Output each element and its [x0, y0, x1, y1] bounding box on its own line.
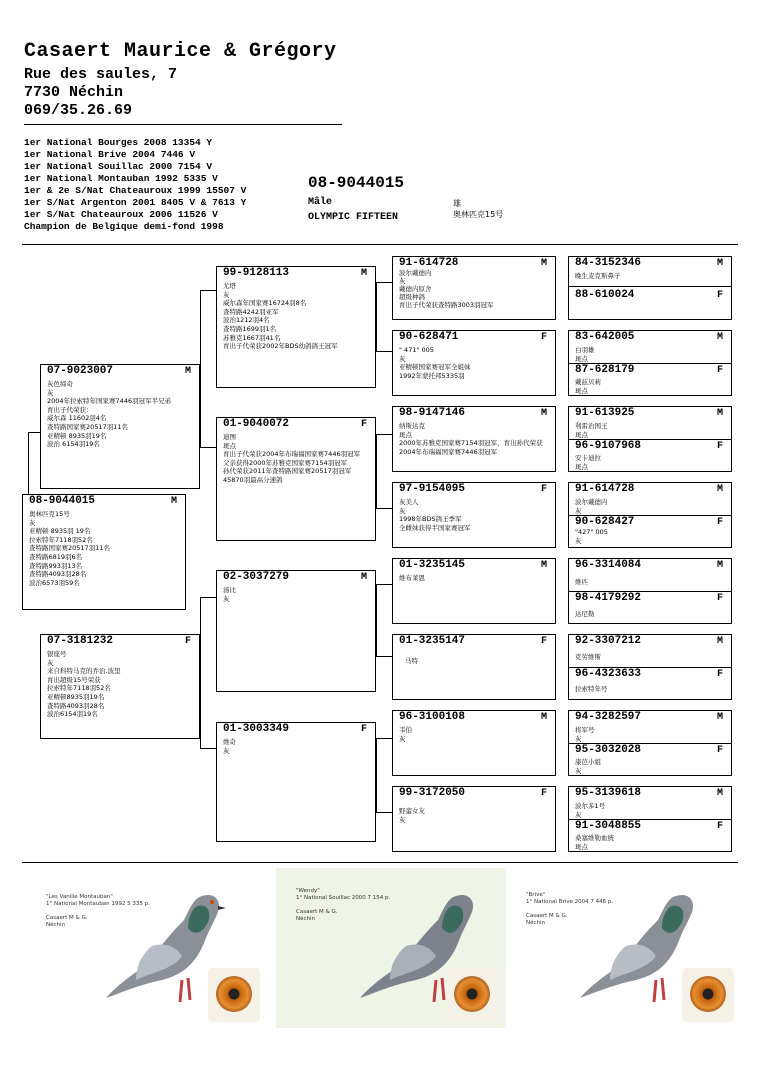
pedigree-dam-box: [40, 634, 200, 739]
pedigree-gen5-pair-box: [568, 330, 732, 396]
pedigree-sire-dam-box: [216, 417, 376, 541]
sex-marker: F: [716, 441, 723, 452]
ring-number: 01-3235147: [399, 635, 466, 647]
bird-info: 维奇 灰: [223, 738, 236, 755]
ring-number: 91-613925: [575, 407, 635, 419]
connector: [376, 584, 392, 657]
achievement-line: 1er S/Nat Chateauroux 2006 11526 V: [24, 209, 218, 220]
bird-info: 白羽雄 斑点: [575, 346, 595, 363]
subject-ring-number: 08-9044015: [308, 174, 405, 192]
sex-marker: M: [716, 408, 723, 419]
eye-image: [446, 968, 498, 1022]
sex-marker: F: [716, 745, 723, 756]
bird-info: 野蛮女友 灰: [399, 807, 425, 824]
ring-number: 94-3282597: [575, 711, 642, 723]
ring-number: 96-3100108: [399, 711, 466, 723]
pedigree-dam-sire-box: [216, 570, 376, 692]
pigeon-photo-card: [276, 868, 506, 1028]
bird-info: 维布莱恩: [399, 574, 425, 582]
sex-marker: M: [540, 712, 547, 723]
pedigree-gen4-box: [392, 786, 556, 852]
ring-number: 95-3032028: [575, 744, 642, 756]
sex-marker: M: [170, 496, 177, 507]
sex-marker: F: [716, 821, 723, 832]
ring-number: 87-628179: [575, 364, 635, 376]
ring-number: 96-9107968: [575, 440, 642, 452]
bird-info: 戴兹贝莉 斑点: [575, 378, 601, 395]
ring-number: 99-9128113: [223, 267, 290, 279]
bird-info: " 471" 005 灰 亚精顿国家赛冠军全姐妹 1992年蒙托邦5335羽: [399, 346, 471, 380]
subject-name: OLYMPIC FIFTEEN: [308, 212, 399, 223]
ring-number: 98-9147146: [399, 407, 466, 419]
bird-info: 晚生麦克斯鼻子: [575, 272, 621, 280]
bird-info: 波尔戴德内 灰: [575, 498, 608, 515]
pedigree-gen4-box: [392, 634, 556, 700]
ring-number: 99-3172050: [399, 787, 466, 799]
ring-number: 01-9040072: [223, 418, 290, 430]
bird-info: 迪图 斑点 育出子代荣获2004年布瑞福国家赛7446羽冠军 父亲获得2000年苏雅克国家赛7154羽冠军 孙代荣获2011年查特路国家赛20517羽冠军 45870羽最高分速鸽: [223, 433, 361, 484]
ring-number: 88-610024: [575, 289, 635, 301]
achievement-line: 1er National Montauban 1992 5335 V: [24, 173, 218, 184]
sex-marker: F: [540, 332, 547, 343]
pedigree-gen5-pair-box: [568, 710, 732, 776]
sex-marker: F: [540, 636, 547, 647]
pair-separator: [569, 286, 731, 287]
ring-number: 91-614728: [575, 483, 635, 495]
connector: [200, 597, 216, 749]
breeder-phone: 069/35.26.69: [24, 102, 133, 119]
eye-image: [682, 968, 734, 1022]
achievement-line: 1er National Brive 2004 7446 V: [24, 149, 196, 160]
pedigree-subject-box: [22, 494, 186, 610]
breeder-street: Rue des saules, 7: [24, 66, 178, 83]
bird-info: 桑塞维勒血统 斑点: [575, 834, 614, 851]
photo-caption: "Brive" 1° National Brive 2004 7 446 p. Casaert M & G. Néchin: [526, 892, 614, 926]
sex-marker: M: [716, 636, 723, 647]
sex-marker: M: [540, 408, 547, 419]
sex-marker: F: [716, 365, 723, 376]
achievement-line: Champion de Belgique demi-fond 1998: [24, 221, 224, 232]
pedigree-gen4-box: [392, 330, 556, 396]
bird-info: 达尼勒: [575, 610, 595, 618]
bird-info: 维匹: [575, 578, 588, 586]
bird-info: 利雷治国王 斑点: [575, 422, 608, 439]
pedigree-sire-sire-box: [216, 266, 376, 388]
sex-marker: M: [716, 258, 723, 269]
pedigree-sire-box: [40, 364, 200, 489]
ring-number: 91-3048855: [575, 820, 642, 832]
sex-marker: F: [540, 788, 547, 799]
ring-number: 84-3152346: [575, 257, 642, 269]
bird-info: 安卡迪拉 斑点: [575, 454, 601, 471]
bird-info: 奥林匹克15号 灰 亚精顿 8935羽 19名 拉索特年7118羽52名 查特路国家赛20517羽11名 查特路6819羽6名 查特路993羽13名 查特路4093羽28名 波治6573羽59名: [29, 510, 110, 587]
ring-number: 96-4323633: [575, 668, 642, 680]
ring-number: 07-3181232: [47, 635, 114, 647]
sex-marker: M: [716, 332, 723, 343]
bird-info: 波尔戴德内 灰 戴德内原舍 超级种鸽 育出子代荣获查特路3003羽冠军: [399, 269, 494, 309]
bird-info: 康芭小姐 灰: [575, 758, 601, 775]
sex-marker: F: [540, 484, 547, 495]
bird-info: 汤比 灰: [223, 586, 236, 603]
ring-number: 02-3037279: [223, 571, 290, 583]
ring-number: 08-9044015: [29, 495, 96, 507]
achievement-line: 1er National Bourges 2008 13354 Y: [24, 137, 213, 148]
breeder-name: Casaert Maurice & Grégory: [24, 40, 337, 63]
bird-info: 拉索特年号: [575, 685, 608, 693]
pedigree-gen4-box: [392, 482, 556, 548]
achievement-line: 1er S/Nat Argenton 2001 8405 V & 7613 Y: [24, 197, 247, 208]
connector: [200, 290, 216, 448]
pedigree-gen5-pair-box: [568, 786, 732, 852]
sex-marker: F: [716, 517, 723, 528]
sex-marker: F: [716, 593, 723, 604]
bird-info: 克劳维斯: [575, 653, 601, 661]
sex-marker: M: [540, 560, 547, 571]
ring-number: 96-3314084: [575, 559, 642, 571]
achievement-line: 1er & 2e S/Nat Chateauroux 1999 15507 V: [24, 185, 247, 196]
pedigree-gen4-box: [392, 256, 556, 320]
sex-marker: M: [360, 572, 367, 583]
pigeon-photo-card: [512, 868, 740, 1028]
sex-marker: M: [716, 712, 723, 723]
pigeon-photo-card: [40, 868, 270, 1028]
connector: [376, 738, 392, 813]
bird-info: 尤塔 灰 威尔森年国家赛16724羽8名 查特路4242羽亚军 波治1212羽4名 查特路1699羽1名 苏雅克1667羽41名 育出子代荣获2002年BDS幼鸽鸽王冠军: [223, 282, 338, 351]
ring-number: 92-3307212: [575, 635, 642, 647]
achievement-line: 1er National Souillac 2000 7154 V: [24, 161, 213, 172]
subject-name-chinese: 奥林匹克15号: [453, 210, 504, 219]
pedigree-gen5-pair-box: [568, 634, 732, 700]
sex-marker: F: [360, 724, 367, 735]
ring-number: 90-628471: [399, 331, 459, 343]
pedigree-gen5-pair-box: [568, 406, 732, 472]
ring-number: 98-4179292: [575, 592, 642, 604]
sex-marker: F: [360, 419, 367, 430]
bird-info: 韦伯 灰: [399, 726, 412, 743]
ring-number: 01-3235145: [399, 559, 466, 571]
eye-image: [208, 968, 260, 1022]
photo-caption: "Les Vanille Montauban" 1° National Montauban 1992 5 335 p. Casaert M & G. Néchin: [46, 894, 150, 928]
pedigree-gen4-box: [392, 406, 556, 472]
ring-number: 01-3003349: [223, 723, 290, 735]
breeder-city: 7730 Néchin: [24, 84, 124, 101]
pedigree-dam-dam-box: [216, 722, 376, 842]
sex-marker: F: [716, 290, 723, 301]
section-divider: [22, 244, 738, 245]
ring-number: 07-9023007: [47, 365, 114, 377]
subject-sex: Mâle: [308, 197, 333, 208]
sex-marker: F: [716, 669, 723, 680]
bird-info: "427" 005 灰: [575, 528, 608, 545]
ring-number: 97-9154095: [399, 483, 466, 495]
connector: [376, 282, 392, 352]
ring-number: 91-614728: [399, 257, 459, 269]
sex-marker: M: [540, 258, 547, 269]
ring-number: 90-628427: [575, 516, 635, 528]
sex-marker: M: [716, 788, 723, 799]
ring-number: 83-642005: [575, 331, 635, 343]
bird-info: 纳斯达克 斑点 2000年苏雅克国家赛7154羽冠军，育出孙代荣获2004年布瑞福国家赛7446羽冠军: [399, 422, 543, 456]
bird-info: 灰色缔奇 灰 2004年拉索特年国家赛7446羽冠军半兄弟 育出子代荣获： 威尔森 11602羽4名 查特路国家赛20517羽11名 亚精顿 8935羽19名 波治 6154羽19名: [47, 380, 172, 449]
pedigree-gen5-pair-box: [568, 256, 732, 320]
section-divider: [22, 862, 738, 863]
header-rule: [24, 124, 342, 125]
pedigree-gen4-box: [392, 710, 556, 776]
sex-marker: F: [184, 636, 191, 647]
bird-info: 银座号 灰 来自科特马克的乔治.波里 育出超级15号荣获 拉索特年7118羽52名 亚精顿8935羽19名 查特路4093羽28名 波治6154羽19名: [47, 650, 121, 719]
ring-number: 95-3139618: [575, 787, 642, 799]
bird-info: 马特: [405, 657, 418, 665]
sex-marker: M: [184, 366, 191, 377]
pedigree-gen4-box: [392, 558, 556, 624]
bird-info: 波尔多1号 灰: [575, 802, 606, 819]
bird-info: 将军号 灰: [575, 726, 595, 743]
sex-marker: M: [716, 484, 723, 495]
subject-sex-chinese: 雄: [453, 199, 461, 208]
sex-marker: M: [716, 560, 723, 571]
photo-caption: "Wendy" 1° National Souillac 2000 7 154 p. Casaert M & G. Néchin: [296, 888, 391, 922]
connector: [376, 434, 392, 509]
sex-marker: M: [360, 268, 367, 279]
bird-info: 灰美人 灰 1998年BDS鸽王季军 全雌妹获得半国家赛冠军: [399, 498, 471, 532]
pedigree-gen5-pair-box: [568, 482, 732, 548]
pedigree-gen5-pair-box: [568, 558, 732, 624]
